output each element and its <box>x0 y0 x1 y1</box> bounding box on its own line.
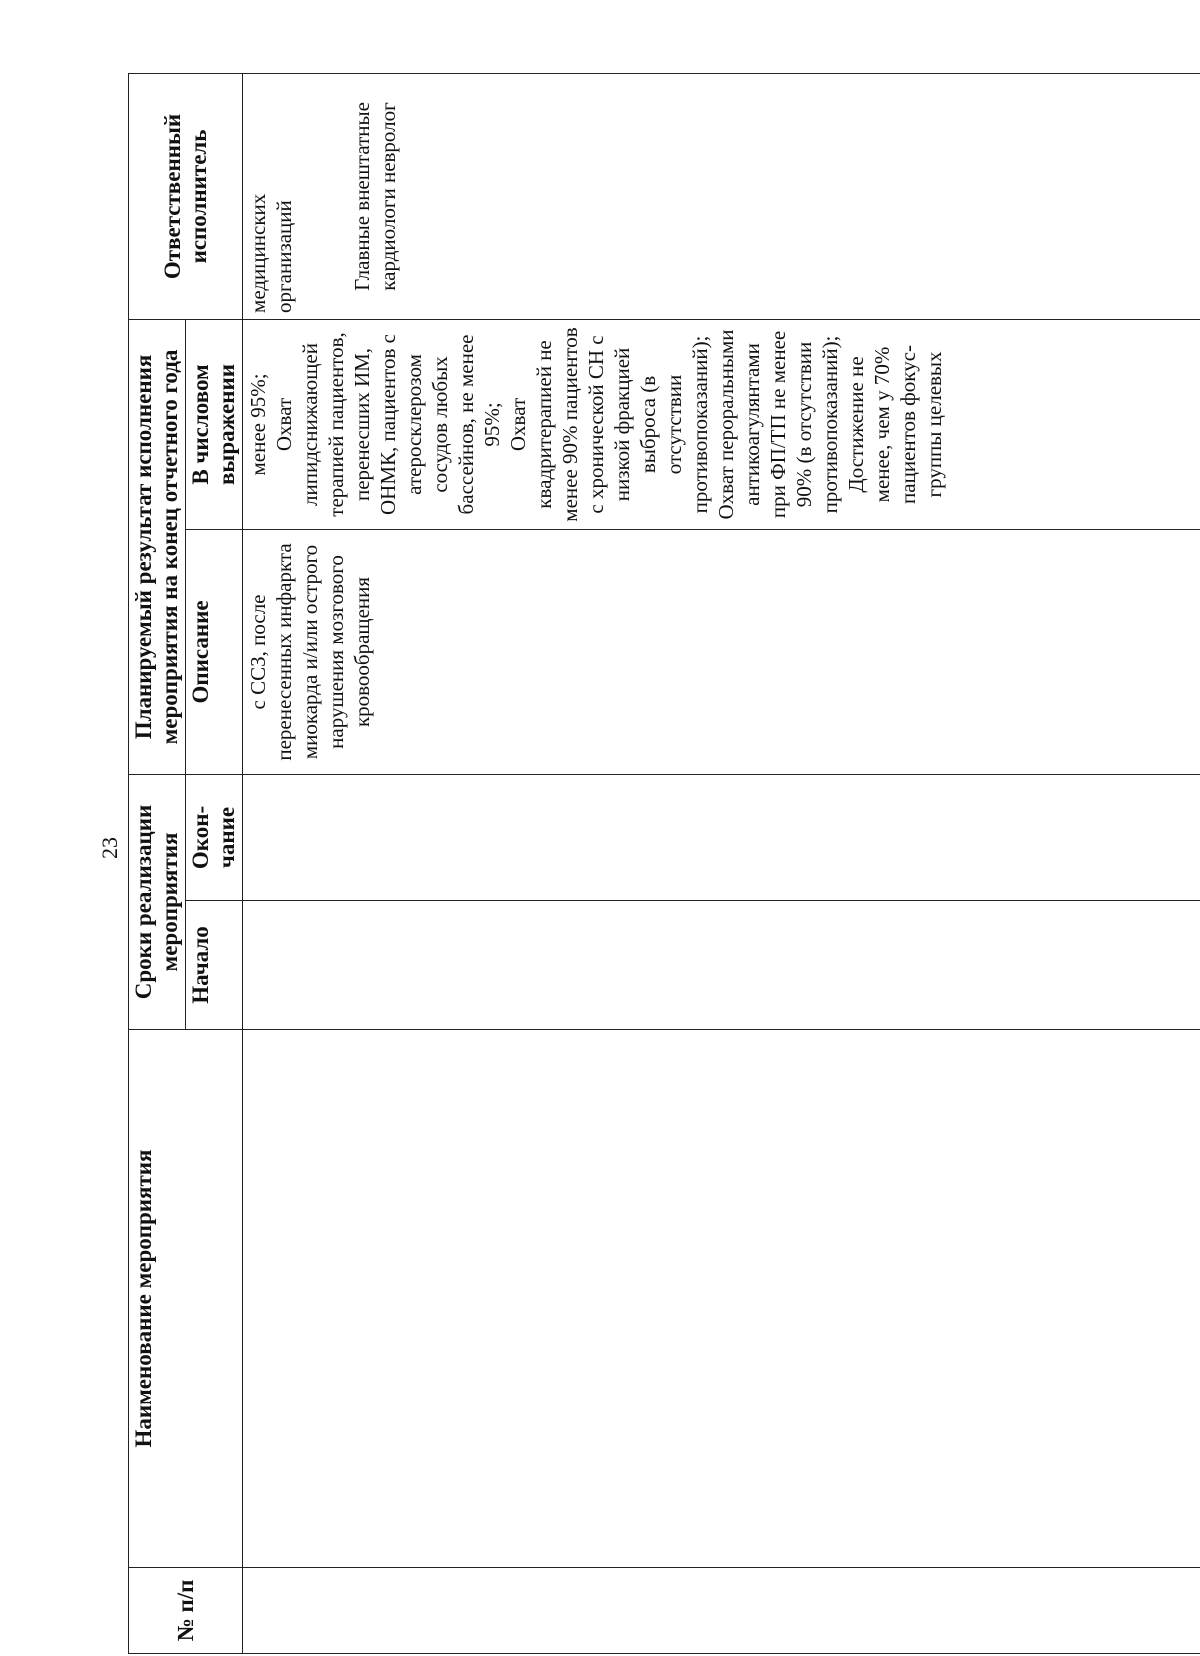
cell-num <box>243 1568 1200 1654</box>
page-number: 23 <box>97 837 122 859</box>
header-result-numeric: В числовом выражении <box>186 319 243 529</box>
header-responsible: Ответственный исполнитель <box>129 73 243 319</box>
header-result-description: Описание <box>186 529 243 774</box>
header-activity-name: Наименование мероприятия <box>129 1030 243 1568</box>
cell-numeric: менее 95%; Охват липидснижающей терапией пациентов, перенесших ИМ, ОНМК, пациентов с атеросклерозом сосудов любых бассейнов, не менее 95%; Охват квадритерапией не менее 90% пациентов с хронической СН с низкой фракцией выброса (в отсутствии противопоказаний); Охват пероральными антикоагулянтами при ФП/ТП не менее 90% (в отсутствии противопоказаний); Достижение не менее, чем у 70% пациентов фокус-группы целевых <box>243 319 1200 529</box>
header-timing-end: Окон-чание <box>186 774 243 900</box>
header-num: № п/п <box>129 1568 243 1654</box>
cell-responsible <box>243 73 1200 319</box>
rotated-table-container <box>128 74 1200 1654</box>
header-planned-result: Планируемый результат исполнения мероприятия на конец отчетного года <box>129 319 186 774</box>
header-timing: Сроки реализации мероприятия <box>129 774 186 1029</box>
responsible-chief-specialists: Главные внештатные кардиологи невролог <box>350 102 400 291</box>
header-timing-start: Начало <box>186 901 243 1030</box>
cell-start <box>243 901 1200 1030</box>
cell-description: с ССЗ, после перенесенных инфаркта миокарда и/или острого нарушения мозгового кровообращения <box>243 529 1200 774</box>
responsible-organizations: медицинских организаций <box>246 193 296 313</box>
cell-activity-name <box>243 1030 1200 1568</box>
activities-table <box>128 73 1200 1654</box>
cell-end <box>243 774 1200 900</box>
table-row <box>243 73 1200 1653</box>
